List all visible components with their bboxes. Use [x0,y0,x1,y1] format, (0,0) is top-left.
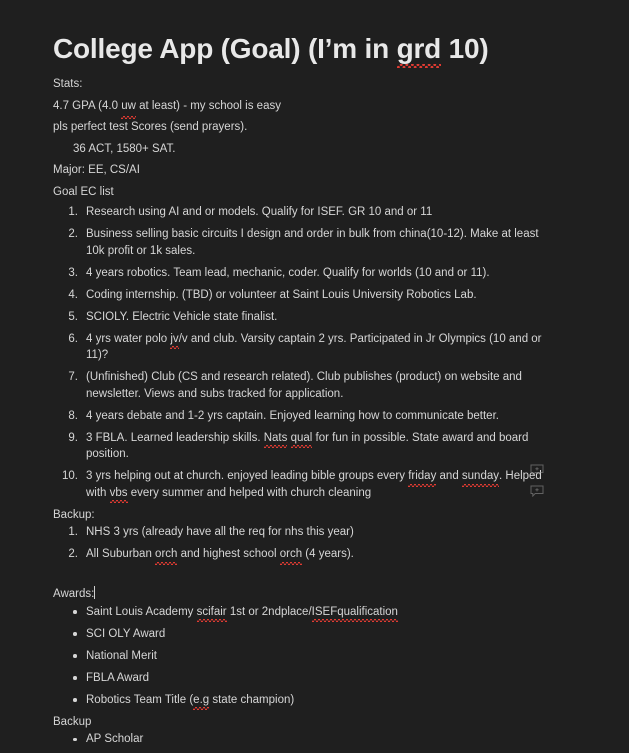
list-item: AP Scholar [53,731,553,748]
list-item-text: for fun in possible. State award and board position. [86,431,529,460]
list-item-text: /v and club. Varsity captain 2 yrs. Participated in Jr Olympics (10 and or 11)? [86,332,542,361]
stats-line-gpa-after: at least) - my school is easy [135,99,281,112]
list-item [53,331,553,364]
list-item: NHS 3 yrs (already have all the req for nhs this year) [86,526,354,538]
goal-ec-list [53,204,553,501]
list-item: 4 years robotics. Team lead, mechanic, coder. Qualify for worlds (10 and or 11). [86,266,490,279]
misspelled-word: ISEFqualification [312,604,398,621]
goal-ec-heading: Goal EC list [53,185,114,198]
list-item-text: Saint Louis Academy [86,605,197,618]
list-item-text: 1st or 2ndplace/ [226,605,312,618]
misspelled-word: vbs [110,485,128,502]
list-item: Research using AI and or models. Qualify for ISEF. GR 10 and or 11 [86,206,433,218]
list-item [53,604,553,621]
list-item-text: every summer and helped with church cleaning [127,486,372,499]
misspelled-word: e.g [193,692,209,709]
list-item-text: 4 yrs water polo [86,332,171,345]
list-item-text: 3 yrs helping out at church. enjoyed leading bible groups every [86,470,409,482]
misspelled-word: scifair [197,604,227,621]
stats-label: Stats: [53,78,83,90]
list-item-text: and highest school [177,548,280,560]
backup-ec-heading: Backup: [53,508,95,521]
list-item-text: All Suburban [86,548,156,560]
list-item-text: Robotics Team Title ( [86,693,194,706]
list-item: SCI OLY Award [53,626,553,643]
list-item: National Merit [53,648,553,665]
add-comment-icon[interactable] [530,464,544,476]
stats-line-major: Major: EE, CS/AI [53,164,140,176]
list-item [53,468,553,501]
awards-backup-heading: Backup [53,715,92,728]
misspelled-word: jv [170,331,178,348]
stats-line-gpa-misspelled-word: uw [121,96,136,118]
list-item-text: (4 years). [302,548,354,560]
page-title-before: College App (Goal) (I’m in [53,33,397,64]
add-comment-icon[interactable] [530,485,544,497]
page-title-misspelled-word: grd [396,33,442,64]
list-item: Coding internship. (TBD) or volunteer at Saint Louis University Robotics Lab. [86,288,477,301]
page-title-after: 10) [441,33,489,64]
list-item: (Unfinished) Club (CS and research related). Club publishes (product) on website and newsletter. Views and subs tracked for application. [86,371,522,400]
misspelled-word: friday [408,468,436,485]
misspelled-word: Nats [264,430,288,447]
awards-heading-text: Awards: [53,588,95,600]
misspelled-word: qual [291,430,313,447]
list-item [53,430,553,463]
list-item [53,692,553,709]
stats-line-scores: 36 ACT, 1580+ SAT. [73,142,176,155]
list-item-text: . Helped with [86,470,542,499]
list-item-text: 3 FBLA. Learned leadership skills. [86,431,264,444]
misspelled-word: sunday [462,468,499,485]
awards-list [53,604,553,709]
text-caret [94,586,95,599]
backup-ec-list [53,524,553,563]
list-item-text: state champion) [209,693,295,706]
misspelled-word: orch [155,546,177,563]
list-item-text: and [436,470,462,482]
awards-heading [53,586,553,603]
list-item: SCIOLY. Electric Vehicle state finalist. [86,310,278,323]
stats-line-gpa-before: 4.7 GPA (4.0 [53,99,122,112]
awards-backup-list [53,731,553,748]
document-body [53,74,553,753]
list-item: FBLA Award [53,670,553,687]
list-item: 4 years debate and 1-2 yrs captain. Enjoyed learning how to communicate better. [86,409,499,422]
list-item [53,546,553,563]
misspelled-word: orch [280,546,302,563]
stats-line-gpa [53,96,553,118]
stats-line-tests: pls perfect test Scores (send prayers). [53,121,248,133]
list-item: Business selling basic circuits I design and order in bulk from china(10-12). Make at least 10k profit or 1k sales. [86,228,539,257]
page-title [53,33,489,65]
spacer [53,568,553,586]
